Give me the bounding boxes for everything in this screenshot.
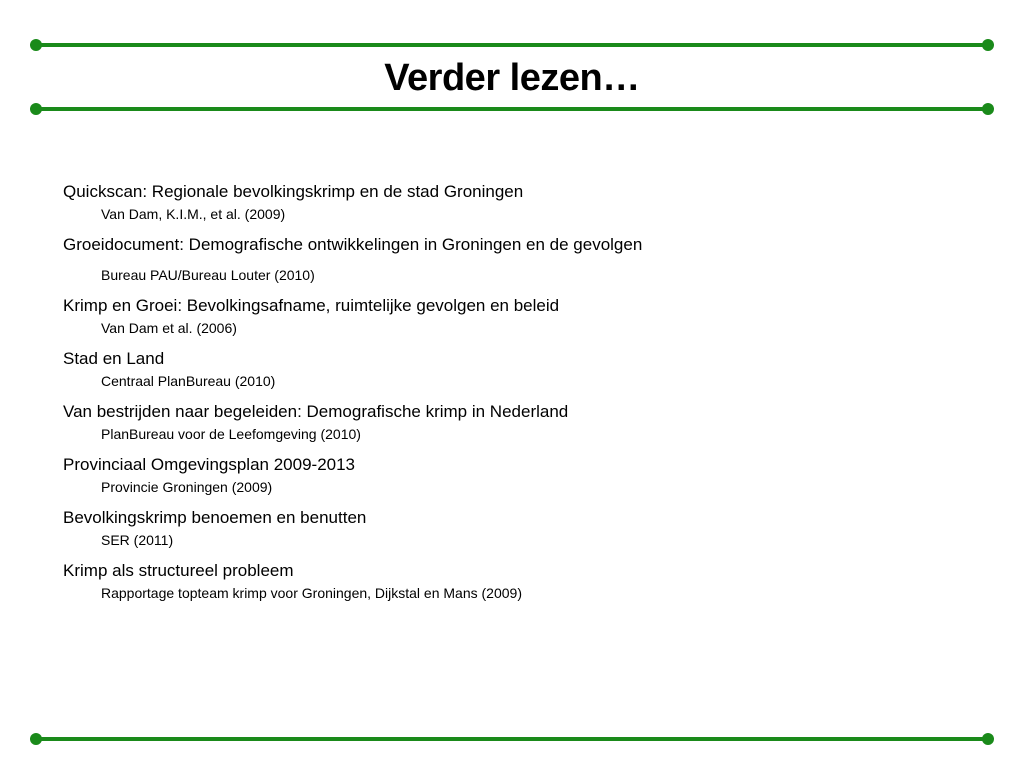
reference-title: Krimp als structureel probleem: [63, 561, 294, 580]
reference-title: Groeidocument: Demografische ontwikkelingen in Groningen en de gevolgen: [63, 235, 643, 254]
reference-author: Van Dam, K.I.M., et al. (2009): [101, 206, 286, 222]
reference-list: [63, 180, 963, 612]
slide-title: Verder lezen…: [384, 57, 640, 99]
reference-title: Provinciaal Omgevingsplan 2009-2013: [63, 455, 356, 474]
rule-dot: [30, 39, 42, 51]
reference-author: Van Dam et al. (2006): [101, 320, 237, 336]
rule-dot: [982, 39, 994, 51]
reference-item: [63, 453, 963, 497]
reference-author: PlanBureau voor de Leefomgeving (2010): [101, 426, 361, 442]
title-underline-rule: [36, 107, 988, 111]
reference-title: Van bestrijden naar begeleiden: Demografische krimp in Nederland: [63, 402, 569, 421]
reference-title: Bevolkingskrimp benoemen en benutten: [63, 508, 367, 527]
bottom-rule: [36, 737, 988, 741]
reference-author: SER (2011): [101, 532, 174, 548]
reference-title: Quickscan: Regionale bevolkingskrimp en de stad Groningen: [63, 182, 524, 201]
rule-dot: [982, 733, 994, 745]
reference-item: [63, 559, 963, 603]
reference-title: Krimp en Groei: Bevolkingsafname, ruimtelijke gevolgen en beleid: [63, 296, 560, 315]
reference-author: Rapportage topteam krimp voor Groningen, Dijkstal en Mans (2009): [101, 585, 522, 601]
reference-author: Bureau PAU/Bureau Louter (2010): [101, 267, 315, 283]
reference-title: Stad en Land: [63, 349, 165, 368]
reference-item: [63, 347, 963, 391]
reference-item: [63, 294, 963, 338]
reference-item: [63, 233, 963, 285]
rule-dot: [982, 103, 994, 115]
reference-item: [63, 400, 963, 444]
top-rule: [36, 43, 988, 47]
reference-item: [63, 180, 963, 224]
reference-item: [63, 506, 963, 550]
rule-dot: [30, 103, 42, 115]
reference-author: Provincie Groningen (2009): [101, 479, 273, 495]
reference-author: Centraal PlanBureau (2010): [101, 373, 276, 389]
rule-dot: [30, 733, 42, 745]
